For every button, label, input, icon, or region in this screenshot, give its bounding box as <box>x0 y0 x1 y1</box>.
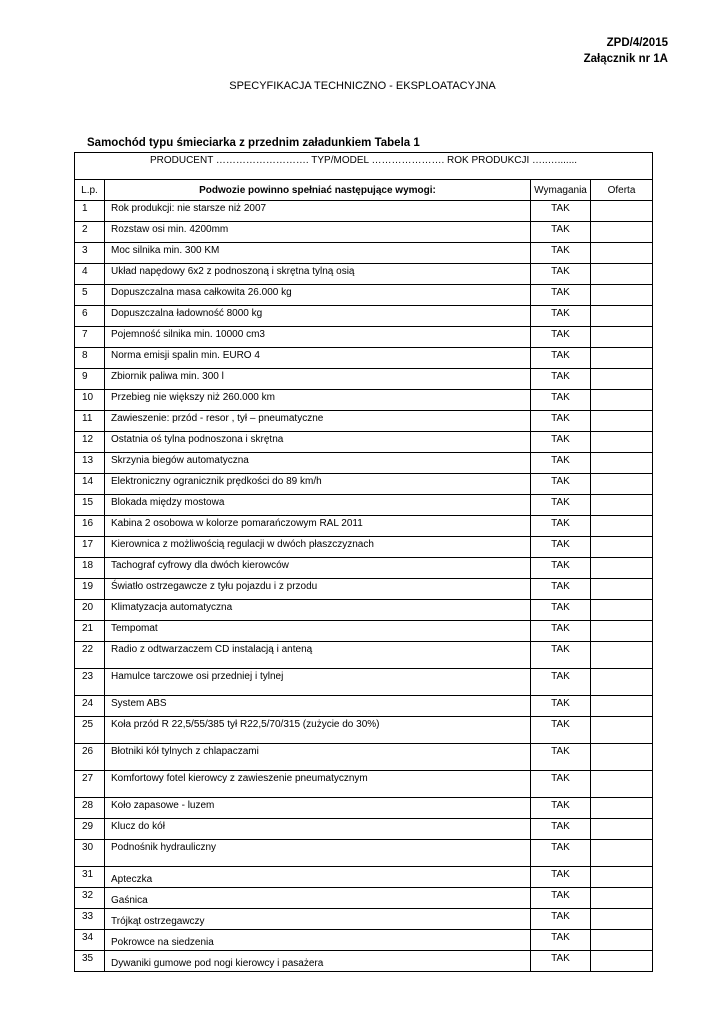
table-row <box>75 411 653 432</box>
row-number: 19 <box>75 579 105 600</box>
table-row <box>75 867 653 888</box>
row-requirement: TAK <box>531 306 591 327</box>
table-row <box>75 201 653 222</box>
row-number: 20 <box>75 600 105 621</box>
row-offer-cell[interactable] <box>591 771 653 798</box>
table-row <box>75 717 653 744</box>
row-description: Dopuszczalna ładowność 8000 kg <box>105 306 531 327</box>
row-number: 6 <box>75 306 105 327</box>
row-offer-cell[interactable] <box>591 495 653 516</box>
row-description: Koło zapasowe - luzem <box>105 798 531 819</box>
row-number: 24 <box>75 696 105 717</box>
row-number: 2 <box>75 222 105 243</box>
table-row <box>75 243 653 264</box>
row-number: 7 <box>75 327 105 348</box>
row-number: 13 <box>75 453 105 474</box>
row-offer-cell[interactable] <box>591 222 653 243</box>
row-description: Elektroniczny ogranicznik prędkości do 89 km/h <box>105 474 531 495</box>
row-requirement: TAK <box>531 930 591 951</box>
table-row <box>75 888 653 909</box>
row-description: Błotniki kół tylnych z chlapaczami <box>105 744 531 771</box>
row-description: Dywaniki gumowe pod nogi kierowcy i pasażera <box>105 951 531 972</box>
row-description: Przebieg nie większy niż 260.000 km <box>105 390 531 411</box>
table-row <box>75 390 653 411</box>
table-row <box>75 264 653 285</box>
row-requirement: TAK <box>531 579 591 600</box>
row-number: 18 <box>75 558 105 579</box>
row-requirement: TAK <box>531 642 591 669</box>
row-offer-cell[interactable] <box>591 474 653 495</box>
table-row <box>75 621 653 642</box>
table-row <box>75 642 653 669</box>
row-description: Światło ostrzegawcze z tyłu pojazdu i z przodu <box>105 579 531 600</box>
row-offer-cell[interactable] <box>591 909 653 930</box>
column-header-description: Podwozie powinno spełniać następujące wymogi: <box>105 180 531 201</box>
row-number: 31 <box>75 867 105 888</box>
row-number: 23 <box>75 669 105 696</box>
column-header-offer: Oferta <box>591 180 653 201</box>
row-offer-cell[interactable] <box>591 798 653 819</box>
row-number: 5 <box>75 285 105 306</box>
row-description: Moc silnika min. 300 KM <box>105 243 531 264</box>
table-row <box>75 696 653 717</box>
table-row <box>75 348 653 369</box>
row-offer-cell[interactable] <box>591 867 653 888</box>
table-body <box>75 201 653 972</box>
row-requirement: TAK <box>531 888 591 909</box>
row-requirement: TAK <box>531 819 591 840</box>
row-description: Pokrowce na siedzenia <box>105 930 531 951</box>
row-requirement: TAK <box>531 558 591 579</box>
row-description: Tempomat <box>105 621 531 642</box>
table-row <box>75 744 653 771</box>
row-offer-cell[interactable] <box>591 453 653 474</box>
producer-line: PRODUCENT ………………………. TYP/MODEL …………………. ROK PRODUKCJI …..…....... <box>75 153 653 180</box>
row-offer-cell[interactable] <box>591 621 653 642</box>
row-requirement: TAK <box>531 744 591 771</box>
row-number: 25 <box>75 717 105 744</box>
row-number: 35 <box>75 951 105 972</box>
document-title: SPECYFIKACJA TECHNICZNO - EKSPLOATACYJNA <box>229 80 496 92</box>
row-requirement: TAK <box>531 474 591 495</box>
annex-label: Załącznik nr 1A <box>583 53 668 65</box>
table-row <box>75 537 653 558</box>
row-description: Zawieszenie: przód - resor , tył – pneumatyczne <box>105 411 531 432</box>
specification-table <box>74 152 653 972</box>
row-requirement: TAK <box>531 453 591 474</box>
row-offer-cell[interactable] <box>591 306 653 327</box>
row-description: Pojemność silnika min. 10000 cm3 <box>105 327 531 348</box>
row-requirement: TAK <box>531 243 591 264</box>
row-offer-cell[interactable] <box>591 558 653 579</box>
row-requirement: TAK <box>531 327 591 348</box>
row-description: Blokada między mostowa <box>105 495 531 516</box>
row-description: Klucz do kół <box>105 819 531 840</box>
row-number: 11 <box>75 411 105 432</box>
reference-number: ZPD/4/2015 <box>606 37 668 49</box>
row-number: 27 <box>75 771 105 798</box>
table-row <box>75 798 653 819</box>
row-requirement: TAK <box>531 348 591 369</box>
row-description: Radio z odtwarzaczem CD instalacją i anteną <box>105 642 531 669</box>
row-requirement: TAK <box>531 264 591 285</box>
row-offer-cell[interactable] <box>591 930 653 951</box>
row-number: 28 <box>75 798 105 819</box>
row-offer-cell[interactable] <box>591 369 653 390</box>
document-reference <box>584 35 668 67</box>
row-description: Hamulce tarczowe osi przedniej i tylnej <box>105 669 531 696</box>
row-requirement: TAK <box>531 285 591 306</box>
row-requirement: TAK <box>531 951 591 972</box>
row-description: Rok produkcji: nie starsze niż 2007 <box>105 201 531 222</box>
table-row <box>75 669 653 696</box>
row-requirement: TAK <box>531 669 591 696</box>
row-requirement: TAK <box>531 867 591 888</box>
row-description: Gaśnica <box>105 888 531 909</box>
row-offer-cell[interactable] <box>591 819 653 840</box>
row-offer-cell[interactable] <box>591 600 653 621</box>
row-offer-cell[interactable] <box>591 840 653 867</box>
row-number: 9 <box>75 369 105 390</box>
table-row <box>75 579 653 600</box>
row-description: System ABS <box>105 696 531 717</box>
table-row <box>75 558 653 579</box>
row-number: 30 <box>75 840 105 867</box>
row-offer-cell[interactable] <box>591 951 653 972</box>
row-description: Kabina 2 osobowa w kolorze pomarańczowym RAL 2011 <box>105 516 531 537</box>
row-requirement: TAK <box>531 600 591 621</box>
row-number: 21 <box>75 621 105 642</box>
row-number: 15 <box>75 495 105 516</box>
row-number: 14 <box>75 474 105 495</box>
row-offer-cell[interactable] <box>591 390 653 411</box>
row-number: 26 <box>75 744 105 771</box>
row-offer-cell[interactable] <box>591 717 653 744</box>
table-header-row <box>75 180 653 201</box>
table-row <box>75 453 653 474</box>
row-description: Komfortowy fotel kierowcy z zawieszenie pneumatycznym <box>105 771 531 798</box>
row-offer-cell[interactable] <box>591 348 653 369</box>
table-row <box>75 930 653 951</box>
table-row <box>75 327 653 348</box>
row-requirement: TAK <box>531 537 591 558</box>
row-description: Ostatnia oś tylna podnoszona i skrętna <box>105 432 531 453</box>
row-description: Apteczka <box>105 867 531 888</box>
table-row <box>75 951 653 972</box>
row-offer-cell[interactable] <box>591 264 653 285</box>
row-description: Podnośnik hydrauliczny <box>105 840 531 867</box>
table-row <box>75 474 653 495</box>
row-requirement: TAK <box>531 432 591 453</box>
table-row <box>75 819 653 840</box>
row-description: Klimatyzacja automatyczna <box>105 600 531 621</box>
table-row <box>75 840 653 867</box>
row-requirement: TAK <box>531 717 591 744</box>
row-requirement: TAK <box>531 411 591 432</box>
row-requirement: TAK <box>531 909 591 930</box>
row-offer-cell[interactable] <box>591 696 653 717</box>
row-offer-cell[interactable] <box>591 516 653 537</box>
row-offer-cell[interactable] <box>591 201 653 222</box>
table-row <box>75 306 653 327</box>
row-requirement: TAK <box>531 516 591 537</box>
row-offer-cell[interactable] <box>591 285 653 306</box>
row-requirement: TAK <box>531 390 591 411</box>
row-number: 34 <box>75 930 105 951</box>
row-description: Zbiornik paliwa min. 300 l <box>105 369 531 390</box>
row-offer-cell[interactable] <box>591 411 653 432</box>
table-row <box>75 909 653 930</box>
row-offer-cell[interactable] <box>591 243 653 264</box>
row-description: Rozstaw osi min. 4200mm <box>105 222 531 243</box>
row-description: Skrzynia biegów automatyczna <box>105 453 531 474</box>
table-row <box>75 369 653 390</box>
row-number: 16 <box>75 516 105 537</box>
row-requirement: TAK <box>531 201 591 222</box>
row-requirement: TAK <box>531 798 591 819</box>
row-description: Tachograf cyfrowy dla dwóch kierowców <box>105 558 531 579</box>
table-row <box>75 495 653 516</box>
row-offer-cell[interactable] <box>591 642 653 669</box>
row-description: Koła przód R 22,5/55/385 tył R22,5/70/315 (zużycie do 30%) <box>105 717 531 744</box>
row-offer-cell[interactable] <box>591 327 653 348</box>
row-number: 17 <box>75 537 105 558</box>
row-requirement: TAK <box>531 771 591 798</box>
column-header-requirement: Wymagania <box>531 180 591 201</box>
row-offer-cell[interactable] <box>591 432 653 453</box>
table-caption: Samochód typu śmieciarka z przednim załadunkiem Tabela 1 <box>87 137 420 149</box>
row-number: 33 <box>75 909 105 930</box>
row-requirement: TAK <box>531 840 591 867</box>
row-offer-cell[interactable] <box>591 669 653 696</box>
row-description: Trójkąt ostrzegawczy <box>105 909 531 930</box>
row-requirement: TAK <box>531 222 591 243</box>
row-number: 32 <box>75 888 105 909</box>
table-row <box>75 432 653 453</box>
row-number: 3 <box>75 243 105 264</box>
column-header-lp: L.p. <box>75 180 105 201</box>
row-number: 4 <box>75 264 105 285</box>
table-row <box>75 285 653 306</box>
row-number: 29 <box>75 819 105 840</box>
table-row <box>75 222 653 243</box>
row-number: 12 <box>75 432 105 453</box>
row-offer-cell[interactable] <box>591 744 653 771</box>
row-number: 22 <box>75 642 105 669</box>
table-row <box>75 771 653 798</box>
row-description: Dopuszczalna masa całkowita 26.000 kg <box>105 285 531 306</box>
row-requirement: TAK <box>531 495 591 516</box>
row-description: Norma emisji spalin min. EURO 4 <box>105 348 531 369</box>
row-offer-cell[interactable] <box>591 579 653 600</box>
table-row <box>75 600 653 621</box>
row-requirement: TAK <box>531 696 591 717</box>
row-description: Kierownica z możliwością regulacji w dwóch płaszczyznach <box>105 537 531 558</box>
row-number: 10 <box>75 390 105 411</box>
row-requirement: TAK <box>531 621 591 642</box>
row-offer-cell[interactable] <box>591 888 653 909</box>
table-row <box>75 516 653 537</box>
row-description: Układ napędowy 6x2 z podnoszoną i skrętna tylną osią <box>105 264 531 285</box>
row-offer-cell[interactable] <box>591 537 653 558</box>
row-number: 1 <box>75 201 105 222</box>
row-requirement: TAK <box>531 369 591 390</box>
row-number: 8 <box>75 348 105 369</box>
